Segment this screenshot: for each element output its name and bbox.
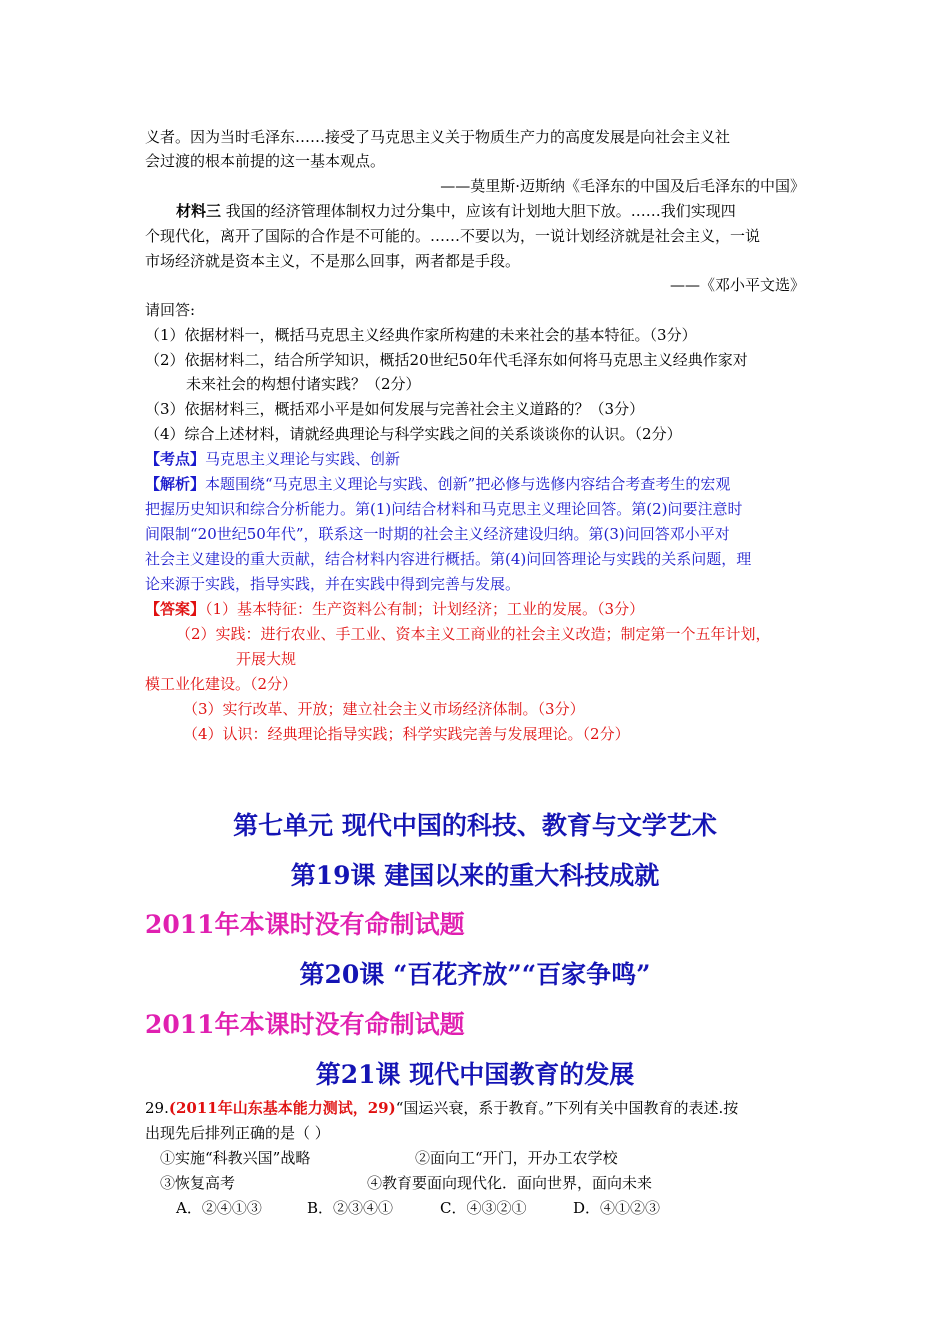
question-2-cont: 未来社会的构想付诸实践？（2分） bbox=[186, 375, 421, 393]
answer bbox=[145, 598, 644, 620]
question-2: （2）依据材料二，结合所学知识，概括20世纪50年代毛泽东如何将马克思主义经典作家对 bbox=[145, 351, 748, 369]
question-source: (2011年山东基本能力测试，29) bbox=[168, 1099, 396, 1117]
kaodian-label: 【考点】 bbox=[145, 450, 206, 468]
question-3: （3）依据材料三，概括邓小平是如何发展与完善社会主义道路的？（3分） bbox=[145, 400, 645, 418]
jiexi-line: 社会主义建设的重大贡献，结合材料内容进行概括。第(4)问回答理论与实践的关系问题，理 bbox=[145, 550, 752, 568]
no-questions-note: 2011年本课时没有命制试题 bbox=[145, 1010, 465, 1039]
jiexi-text: 本题围绕“马克思主义理论与实践、创新”把必修与选修内容结合考查考生的宏观 bbox=[205, 475, 731, 493]
material2-line: 义者。因为当时毛泽东……接受了马克思主义关于物质生产力的高度发展是向社会主义社 bbox=[145, 128, 731, 146]
material3-line bbox=[176, 200, 736, 222]
material2-line: 会过渡的根本前提的这一基本观点。 bbox=[145, 152, 386, 170]
question-item: ③恢复高考 bbox=[160, 1174, 236, 1192]
jiexi-line: 把握历史知识和综合分析能力。第(1)问结合材料和马克思主义理论回答。第(2)问要注意时 bbox=[145, 500, 743, 518]
question-4: （4）综合上述材料，请就经典理论与科学实践之间的关系谈谈你的认识。（2分） bbox=[145, 425, 682, 443]
jiexi-label: 【解析】 bbox=[145, 475, 206, 493]
answer-2-cont: 开展大规 bbox=[236, 650, 297, 668]
option-c: C．④③②① bbox=[440, 1199, 527, 1217]
material3-source: ——《邓小平文选》 bbox=[669, 276, 805, 294]
option-b: B．②③④① bbox=[307, 1199, 394, 1217]
question-stem-cont: 出现先后排列正确的是（ ） bbox=[145, 1124, 330, 1142]
answer-2: （2）实践：进行农业、手工业、资本主义工商业的社会主义改造；制定第一个五年计划， bbox=[176, 625, 771, 643]
questions-prompt: 请回答: bbox=[145, 301, 196, 319]
question-stem: “国运兴衰，系于教育。”下列有关中国教育的表述.按 bbox=[395, 1099, 739, 1117]
material3-line: 个现代化，离开了国际的合作是不可能的。……不要以为，一说计划经济就是社会主义，一说 bbox=[145, 227, 761, 245]
answer-2-cont: 模工业化建设。（2分） bbox=[145, 675, 298, 693]
question-1: （1）依据材料一，概括马克思主义经典作家所构建的未来社会的基本特征。（3分） bbox=[145, 326, 697, 344]
option-a: A．②④①③ bbox=[176, 1199, 262, 1217]
unit-heading: 第七单元 现代中国的科技、教育与文学艺术 bbox=[233, 811, 717, 840]
question-item: ②面向工“开门，开办工农学校 bbox=[415, 1149, 618, 1167]
material3-line: 市场经济就是资本主义，不是那么回事，两者都是手段。 bbox=[145, 252, 521, 270]
answer-3: （3）实行改革、开放；建立社会主义市场经济体制。（3分） bbox=[183, 700, 585, 718]
question-item: ①实施“科教兴国”战略 bbox=[160, 1149, 311, 1167]
question-item: ④教育要面向现代化．面向世界，面向未来 bbox=[367, 1174, 653, 1192]
material3-text: 我国的经济管理体制权力过分集中，应该有计划地大胆下放。……我们实现四 bbox=[221, 202, 736, 220]
answer-1: （1）基本特征：生产资料公有制；计划经济；工业的发展。（3分） bbox=[205, 600, 645, 618]
answer-label: 【答案】 bbox=[145, 600, 206, 618]
question-number: 29. bbox=[145, 1099, 169, 1117]
question-29 bbox=[145, 1097, 738, 1119]
option-d: D．④①②③ bbox=[573, 1199, 661, 1217]
material3-label: 材料三 bbox=[176, 202, 222, 220]
material2-source: ——莫里斯·迈斯纳《毛泽东的中国及后毛泽东的中国》 bbox=[440, 177, 805, 195]
lesson-heading: 第19课 建国以来的重大科技成就 bbox=[290, 861, 660, 890]
kaodian bbox=[145, 448, 400, 470]
no-questions-note: 2011年本课时没有命制试题 bbox=[145, 910, 465, 939]
jiexi-line: 论来源于实践，指导实践，并在实践中得到完善与发展。 bbox=[145, 575, 521, 593]
lesson-heading: 第20课 “百花齐放”“百家争鸣” bbox=[299, 960, 651, 989]
jiexi bbox=[145, 473, 730, 495]
jiexi-line: 间限制“20世纪50年代”，联系这一时期的社会主义经济建设归纳。第(3)问回答邓小平对 bbox=[145, 525, 730, 543]
kaodian-text: 马克思主义理论与实践、创新 bbox=[205, 450, 401, 468]
lesson-heading: 第21课 现代中国教育的发展 bbox=[315, 1060, 635, 1089]
answer-4: （4）认识：经典理论指导实践；科学实践完善与发展理论。（2分） bbox=[183, 725, 630, 743]
